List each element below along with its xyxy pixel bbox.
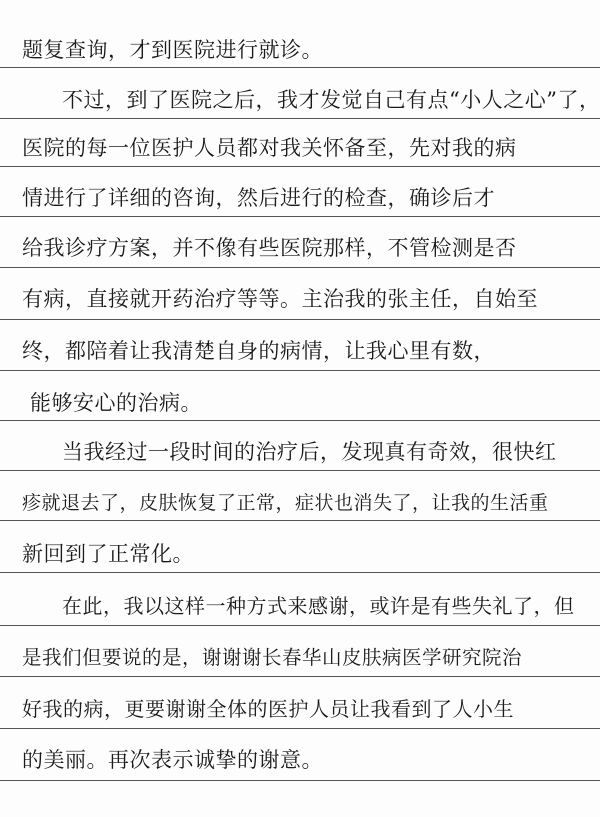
ruled-line	[0, 625, 600, 626]
letter-line: 不过，到了医院之后，我才发觉自己有点“小人之心”了，	[62, 88, 600, 112]
ruled-line	[0, 780, 600, 781]
letter-line: 题复查询，才到医院进行就诊。	[22, 38, 323, 62]
letter-line: 好我的病，更要谢谢全体的医护人员让我看到了人小生	[22, 697, 514, 721]
ruled-line	[0, 118, 600, 119]
ruled-line	[0, 420, 600, 421]
letter-line: 的美丽。再次表示诚挚的谢意。	[22, 748, 323, 772]
letter-line: 有病，直接就开药治疗等等。主治我的张主任，自始至	[22, 287, 538, 311]
ruled-line	[0, 572, 600, 573]
ruled-line	[0, 520, 600, 521]
letter-line: 能够安心的治病。	[30, 391, 202, 415]
ruled-line	[0, 370, 600, 371]
letter-line: 情进行了详细的咨询，然后进行的检查，确诊后才	[22, 186, 495, 210]
ruled-line	[0, 166, 600, 167]
letter-line: 疹就退去了，皮肤恢复了正常，症状也消失了，让我的生活重	[22, 492, 549, 514]
ruled-line	[0, 470, 600, 471]
letter-line: 在此，我以这样一种方式来感谢，或许是有些失礼了，但	[62, 594, 575, 618]
letter-line: 医院的每一位医护人员都对我关怀备至，先对我的病	[22, 136, 517, 160]
letter-line: 当我经过一段时间的治疗后，发现真有奇效，很快红	[62, 440, 557, 464]
ruled-line	[0, 267, 600, 268]
ruled-line	[0, 319, 600, 320]
letter-line: 终，都陪着让我清楚自身的病情，让我心里有数，	[22, 339, 495, 363]
ruled-line	[0, 67, 600, 68]
ruled-line	[0, 216, 600, 217]
ruled-line	[0, 676, 600, 677]
ruled-line	[0, 728, 600, 729]
letter-line: 给我诊疗方案，并不像有些医院那样，不管检测是否	[22, 236, 517, 260]
letter-line: 新回到了正常化。	[22, 542, 194, 566]
letter-line: 是我们但要说的是，谢谢谢长春华山皮肤病医学研究院治	[22, 646, 523, 669]
